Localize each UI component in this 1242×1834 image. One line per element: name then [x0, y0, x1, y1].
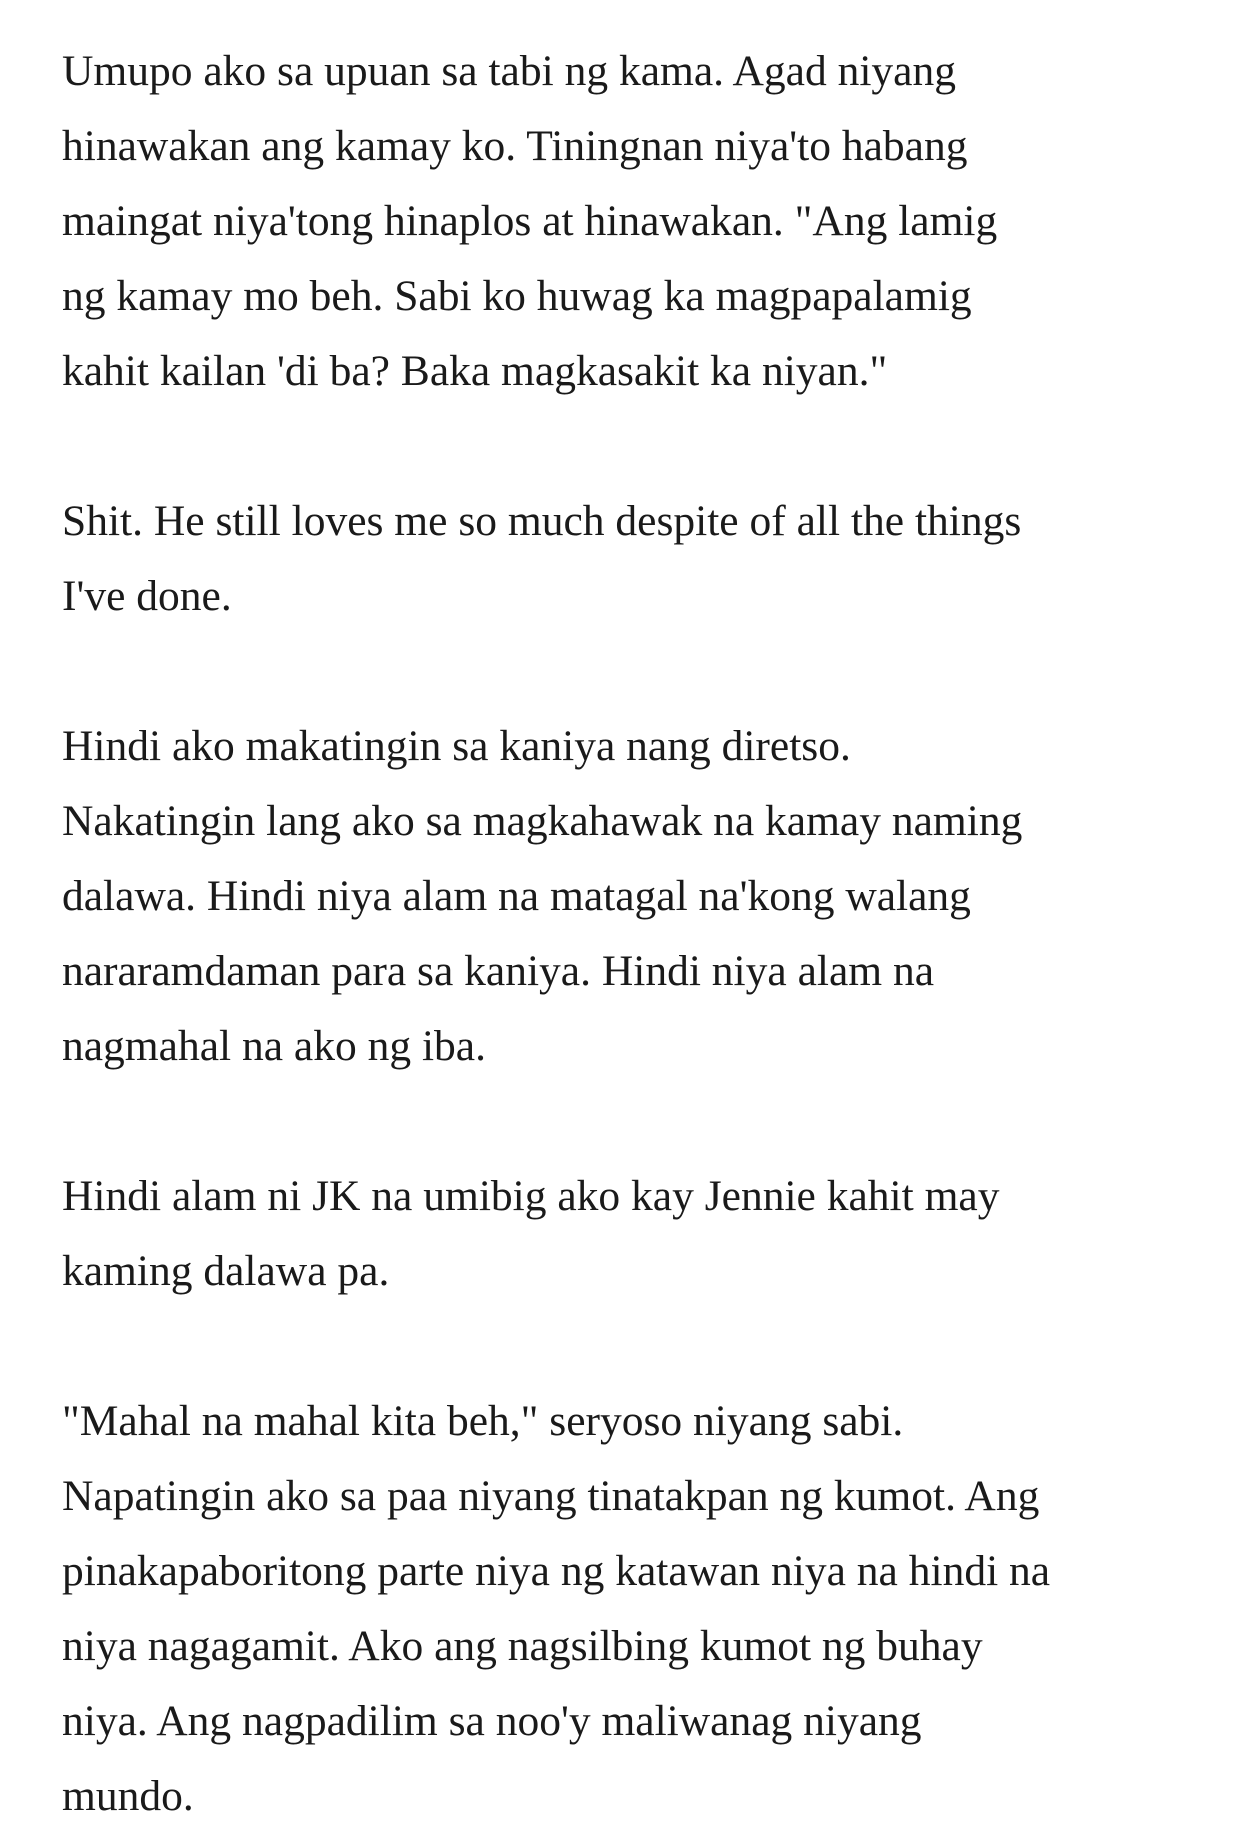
text-line: I've done. — [62, 572, 232, 620]
text-line: maingat niya'tong hinaplos at hinawakan. "Ang lamig — [62, 197, 998, 245]
story-paragraph — [62, 1384, 1192, 1834]
text-line: nararamdaman para sa kaniya. Hindi niya alam na — [62, 947, 935, 995]
text-line: Napatingin ako sa paa niyang tinatakpan ng kumot. Ang — [62, 1472, 1040, 1520]
text-line: hinawakan ang kamay ko. Tiningnan niya'to habang — [62, 122, 968, 170]
text-line: ng kamay mo beh. Sabi ko huwag ka magpapalamig — [62, 272, 972, 320]
story-paragraph — [62, 1159, 1192, 1309]
text-line: Hindi ako makatingin sa kaniya nang diretso. — [62, 722, 851, 770]
story-paragraph — [62, 34, 1192, 409]
text-line: kahit kailan 'di ba? Baka magkasakit ka niyan." — [62, 347, 888, 395]
text-line: kaming dalawa pa. — [62, 1247, 390, 1295]
text-line: mundo. — [62, 1772, 194, 1820]
text-line: pinakapaboritong parte niya ng katawan niya na hindi na — [62, 1547, 1051, 1595]
story-paragraph — [62, 709, 1192, 1084]
text-line: Shit. He still loves me so much despite of all the things — [62, 497, 1022, 545]
text-line: dalawa. Hindi niya alam na matagal na'kong walang — [62, 872, 971, 920]
text-line: niya. Ang nagpadilim sa noo'y maliwanag niyang — [62, 1697, 922, 1745]
text-line: niya nagagamit. Ako ang nagsilbing kumot ng buhay — [62, 1622, 983, 1670]
story-paragraph — [62, 484, 1192, 634]
text-line: "Mahal na mahal kita beh," seryoso niyang sabi. — [62, 1397, 904, 1445]
text-line: Hindi alam ni JK na umibig ako kay Jennie kahit may — [62, 1172, 1000, 1220]
text-line: Nakatingin lang ako sa magkahawak na kamay naming — [62, 797, 1023, 845]
text-line: nagmahal na ako ng iba. — [62, 1022, 486, 1070]
text-line: Umupo ako sa upuan sa tabi ng kama. Agad niyang — [62, 47, 956, 95]
